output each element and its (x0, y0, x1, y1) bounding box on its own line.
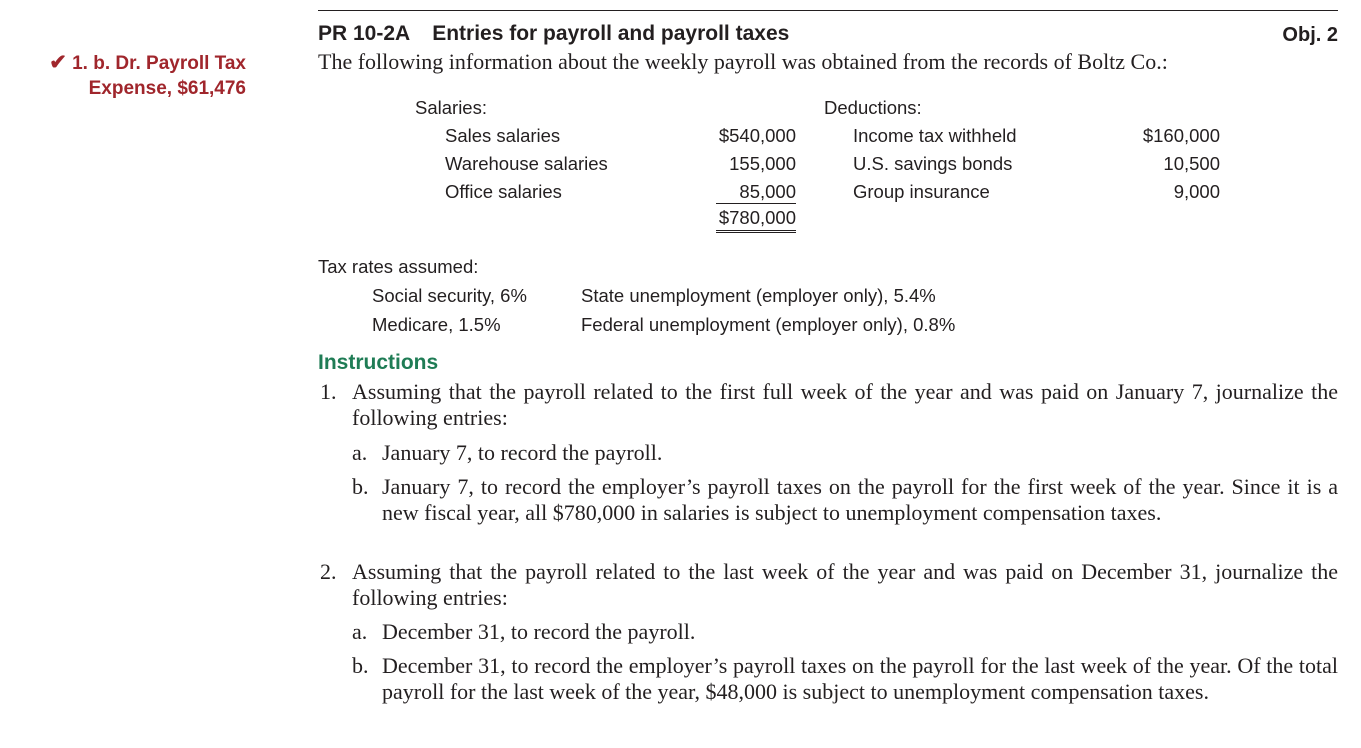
deduction-amount: 9,000 (1173, 181, 1220, 202)
margin-answer-line2: Expense, $61,476 (88, 78, 246, 99)
margin-answer-line1 (40, 50, 246, 76)
deduction-label: Group insurance (853, 181, 990, 202)
instruction-sub-text: January 7, to record the payroll. (382, 440, 663, 465)
salaries-total: $780,000 (716, 207, 796, 233)
instruction-sub-label: a. (352, 440, 368, 465)
top-rule (318, 10, 1338, 11)
deduction-label: Income tax withheld (853, 125, 1017, 146)
instructions-heading: Instructions (318, 351, 439, 374)
instruction-sub-text: December 31, to record the payroll. (382, 619, 696, 644)
instruction-sub-text: January 7, to record the employer’s payroll taxes on the payroll for the first week of the year. Since it is a new fiscal year, all $780,000 in salaries is subject to unemployment compensation taxes. (382, 474, 1338, 525)
tax-rate-item: Social security, 6% (372, 285, 527, 306)
instruction-text: Assuming that the payroll related to the last week of the year and was paid on December 31, journalize the following entries: (352, 559, 1338, 610)
problem-intro: The following information about the weekly payroll was obtained from the records of Boltz Co.: (318, 49, 1168, 74)
check-mark-icon: ✔ (49, 51, 67, 74)
salary-label: Sales salaries (445, 125, 561, 146)
problem-heading (318, 22, 789, 46)
instruction-number: 2. (320, 559, 337, 584)
deduction-amount: 10,500 (1163, 153, 1220, 174)
deduction-label: U.S. savings bonds (853, 153, 1013, 174)
instruction-sub-text: December 31, to record the employer’s payroll taxes on the payroll for the last week of the year. Of the total payroll for the last week of the year, $48,000 is subject to unemployment compensation taxes. (382, 653, 1338, 704)
deductions-heading: Deductions: (824, 97, 922, 118)
salary-amount: 155,000 (729, 153, 796, 174)
instruction-sub-label: b. (352, 474, 369, 499)
problem-number: PR 10-2A (318, 22, 411, 45)
instruction-sub-label: a. (352, 619, 368, 644)
salaries-heading: Salaries: (415, 97, 487, 118)
tax-rates-heading: Tax rates assumed: (318, 256, 479, 277)
margin-answer (40, 50, 246, 101)
salary-amount: $540,000 (718, 125, 796, 146)
salary-label: Warehouse salaries (445, 153, 608, 174)
deduction-amount: $160,000 (1142, 125, 1220, 146)
instruction-text: Assuming that the payroll related to the first full week of the year and was paid on January 7, journalize the following entries: (352, 379, 1338, 430)
problem-title: Entries for payroll and payroll taxes (432, 22, 790, 45)
tax-rate-item: State unemployment (employer only), 5.4% (581, 285, 936, 306)
salary-label: Office salaries (445, 181, 562, 202)
objective-label: Obj. 2 (1282, 24, 1338, 46)
tax-rate-item: Medicare, 1.5% (372, 314, 501, 335)
instruction-number: 1. (320, 379, 337, 404)
salary-amount: 85,000 (716, 181, 796, 204)
margin-answer-text1: 1. b. Dr. Payroll Tax (72, 53, 246, 74)
tax-rate-item: Federal unemployment (employer only), 0.8% (581, 314, 956, 335)
instruction-sub-label: b. (352, 653, 369, 678)
